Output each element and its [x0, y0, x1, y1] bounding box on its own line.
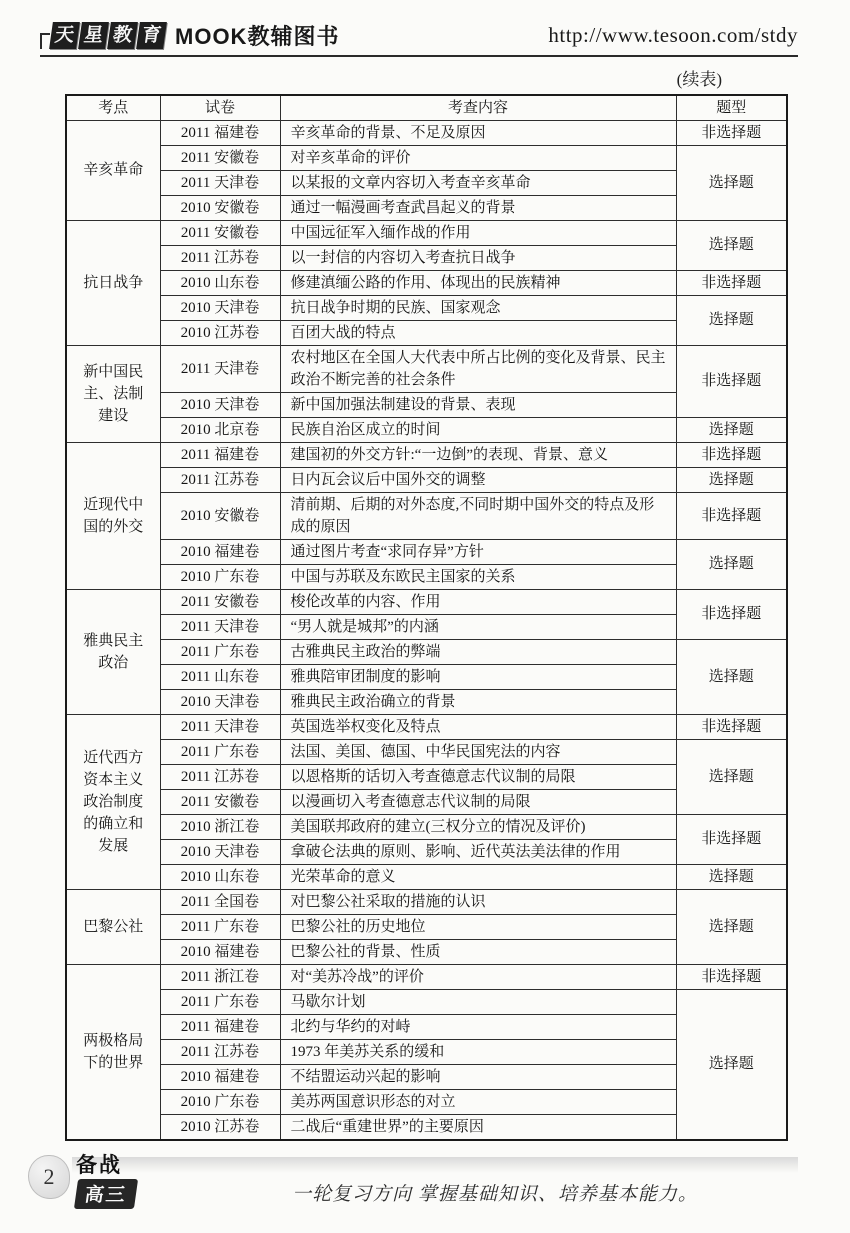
paper-cell: 2010 天津卷 — [160, 392, 280, 417]
question-type-cell: 非选择题 — [676, 345, 787, 417]
content-cell: 通过一幅漫画考查武昌起义的背景 — [280, 195, 676, 220]
topic-cell: 抗日战争 — [66, 220, 160, 345]
content-cell: 修建滇缅公路的作用、体现出的民族精神 — [280, 270, 676, 295]
table-row — [66, 989, 787, 1014]
table-row — [66, 889, 787, 914]
table-row — [66, 270, 787, 295]
paper-cell: 2010 天津卷 — [160, 839, 280, 864]
content-cell: 1973 年美苏关系的缓和 — [280, 1039, 676, 1064]
question-type-cell: 选择题 — [676, 220, 787, 270]
paper-cell: 2011 天津卷 — [160, 714, 280, 739]
content-cell: 建国初的外交方针:“一边倒”的表现、背景、意义 — [280, 442, 676, 467]
paper-cell: 2010 江苏卷 — [160, 1114, 280, 1140]
paper-cell: 2010 天津卷 — [160, 295, 280, 320]
content-cell: 法国、美国、德国、中华民国宪法的内容 — [280, 739, 676, 764]
content-cell: 拿破仑法典的原则、影响、近代英法美法律的作用 — [280, 839, 676, 864]
content-cell: 梭伦改革的内容、作用 — [280, 589, 676, 614]
footer-gradient-strip — [72, 1157, 798, 1173]
header-row — [66, 95, 787, 120]
content-cell: 新中国加强法制建设的背景、表现 — [280, 392, 676, 417]
table-wrap — [65, 94, 850, 1141]
table-row — [66, 814, 787, 839]
paper-cell: 2011 广东卷 — [160, 639, 280, 664]
question-type-cell: 非选择题 — [676, 270, 787, 295]
question-type-cell: 非选择题 — [676, 714, 787, 739]
question-type-cell: 选择题 — [676, 639, 787, 714]
logo-character-tile: 教 — [107, 22, 138, 49]
table-row — [66, 589, 787, 614]
content-cell: 中国远征军入缅作战的作用 — [280, 220, 676, 245]
content-cell: 巴黎公社的历史地位 — [280, 914, 676, 939]
table-row — [66, 442, 787, 467]
paper-cell: 2010 安徽卷 — [160, 492, 280, 539]
paper-cell: 2010 天津卷 — [160, 689, 280, 714]
paper-cell: 2011 广东卷 — [160, 739, 280, 764]
column-header: 考点 — [66, 95, 160, 120]
question-type-cell: 非选择题 — [676, 814, 787, 864]
topic-cell: 近代西方资本主义政治制度的确立和发展 — [66, 714, 160, 889]
content-cell: 对“美苏冷战”的评价 — [280, 964, 676, 989]
footer-slogan: 一轮复习方向 掌握基础知识、培养基本能力。 — [292, 1183, 698, 1205]
question-type-cell: 选择题 — [676, 295, 787, 345]
paper-cell: 2010 江苏卷 — [160, 320, 280, 345]
table-row — [66, 714, 787, 739]
table-row — [66, 467, 787, 492]
table-row — [66, 492, 787, 539]
paper-cell: 2011 广东卷 — [160, 914, 280, 939]
paper-cell: 2011 全国卷 — [160, 889, 280, 914]
paper-cell: 2011 安徽卷 — [160, 145, 280, 170]
column-header: 试卷 — [160, 95, 280, 120]
paper-cell: 2010 安徽卷 — [160, 195, 280, 220]
content-cell: 民族自治区成立的时间 — [280, 417, 676, 442]
paper-cell: 2010 福建卷 — [160, 539, 280, 564]
paper-cell: 2010 广东卷 — [160, 1089, 280, 1114]
table-row — [66, 345, 787, 392]
badge-bottom-text: 高三 — [74, 1179, 138, 1209]
paper-cell: 2011 江苏卷 — [160, 245, 280, 270]
content-cell: 古雅典民主政治的弊端 — [280, 639, 676, 664]
badge-top-text: 备战 — [76, 1153, 122, 1177]
content-cell: 以恩格斯的话切入考查德意志代议制的局限 — [280, 764, 676, 789]
tianxing-education-logo — [51, 22, 165, 49]
question-type-cell: 非选择题 — [676, 589, 787, 639]
table-row — [66, 120, 787, 145]
content-cell: 不结盟运动兴起的影响 — [280, 1064, 676, 1089]
paper-cell: 2011 安徽卷 — [160, 589, 280, 614]
content-cell: 对巴黎公社采取的措施的认识 — [280, 889, 676, 914]
content-cell: 日内瓦会议后中国外交的调整 — [280, 467, 676, 492]
paper-cell: 2011 广东卷 — [160, 989, 280, 1014]
question-type-cell: 非选择题 — [676, 964, 787, 989]
paper-cell: 2011 天津卷 — [160, 345, 280, 392]
topic-cell: 近现代中国的外交 — [66, 442, 160, 589]
topic-cell: 辛亥革命 — [66, 120, 160, 220]
content-cell: 以某报的文章内容切入考查辛亥革命 — [280, 170, 676, 195]
content-cell: 马歇尔计划 — [280, 989, 676, 1014]
content-cell: 清前期、后期的对外态度,不同时期中国外交的特点及形成的原因 — [280, 492, 676, 539]
paper-cell: 2011 天津卷 — [160, 614, 280, 639]
content-cell: 百团大战的特点 — [280, 320, 676, 345]
paper-cell: 2011 福建卷 — [160, 120, 280, 145]
brand-text: MOOK教辅图书 — [175, 24, 340, 49]
question-type-cell: 非选择题 — [676, 492, 787, 539]
paper-cell: 2010 福建卷 — [160, 939, 280, 964]
footer-badge — [76, 1149, 146, 1209]
paper-cell: 2011 山东卷 — [160, 664, 280, 689]
paper-cell: 2010 山东卷 — [160, 270, 280, 295]
question-type-cell: 选择题 — [676, 989, 787, 1140]
content-cell: 美苏两国意识形态的对立 — [280, 1089, 676, 1114]
content-cell: “男人就是城邦”的内涵 — [280, 614, 676, 639]
topic-cell: 雅典民主政治 — [66, 589, 160, 714]
page-header — [40, 20, 798, 57]
content-cell: 以一封信的内容切入考查抗日战争 — [280, 245, 676, 270]
page-number-bubble: 2 — [28, 1155, 70, 1199]
paper-cell: 2011 江苏卷 — [160, 1039, 280, 1064]
content-cell: 北约与华约的对峙 — [280, 1014, 676, 1039]
table-row — [66, 220, 787, 245]
question-type-cell: 选择题 — [676, 539, 787, 589]
table-row — [66, 739, 787, 764]
paper-cell: 2011 江苏卷 — [160, 764, 280, 789]
paper-cell: 2010 广东卷 — [160, 564, 280, 589]
header-url: http://www.tesoon.com/stdy — [548, 23, 798, 47]
table-row — [66, 964, 787, 989]
table-head — [66, 95, 787, 120]
question-type-cell: 选择题 — [676, 145, 787, 220]
paper-cell: 2011 福建卷 — [160, 1014, 280, 1039]
content-cell: 美国联邦政府的建立(三权分立的情况及评价) — [280, 814, 676, 839]
table-row — [66, 864, 787, 889]
paper-cell: 2010 福建卷 — [160, 1064, 280, 1089]
content-cell: 以漫画切入考查德意志代议制的局限 — [280, 789, 676, 814]
content-cell: 巴黎公社的背景、性质 — [280, 939, 676, 964]
table-row — [66, 639, 787, 664]
content-cell: 农村地区在全国人大代表中所占比例的变化及背景、民主政治不断完善的社会条件 — [280, 345, 676, 392]
paper-cell: 2011 浙江卷 — [160, 964, 280, 989]
content-cell: 辛亥革命的背景、不足及原因 — [280, 120, 676, 145]
content-cell: 对辛亥革命的评价 — [280, 145, 676, 170]
question-type-cell: 选择题 — [676, 467, 787, 492]
paper-cell: 2010 浙江卷 — [160, 814, 280, 839]
paper-cell: 2011 天津卷 — [160, 170, 280, 195]
topic-cell: 两极格局下的世界 — [66, 964, 160, 1140]
column-header: 考查内容 — [280, 95, 676, 120]
topic-cell: 新中国民主、法制建设 — [66, 345, 160, 442]
content-cell: 中国与苏联及东欧民主国家的关系 — [280, 564, 676, 589]
question-type-cell: 选择题 — [676, 739, 787, 814]
paper-cell: 2011 福建卷 — [160, 442, 280, 467]
question-type-cell: 非选择题 — [676, 120, 787, 145]
table-body — [66, 120, 787, 1140]
paper-cell: 2010 北京卷 — [160, 417, 280, 442]
content-cell: 光荣革命的意义 — [280, 864, 676, 889]
table-row — [66, 539, 787, 564]
table-row — [66, 295, 787, 320]
topic-cell: 巴黎公社 — [66, 889, 160, 964]
content-cell: 二战后“重建世界”的主要原因 — [280, 1114, 676, 1140]
question-type-cell: 非选择题 — [676, 442, 787, 467]
page-footer — [0, 1149, 850, 1225]
question-type-cell: 选择题 — [676, 889, 787, 964]
paper-cell: 2010 山东卷 — [160, 864, 280, 889]
content-cell: 通过图片考查“求同存异”方针 — [280, 539, 676, 564]
logo-character-tile: 天 — [49, 22, 80, 49]
table-row — [66, 145, 787, 170]
content-cell: 英国选举权变化及特点 — [280, 714, 676, 739]
continued-table-label: (续表) — [676, 70, 722, 89]
question-type-cell: 选择题 — [676, 417, 787, 442]
logo-character-tile: 育 — [136, 22, 167, 49]
content-cell: 雅典民主政治确立的背景 — [280, 689, 676, 714]
content-cell: 抗日战争时期的民族、国家观念 — [280, 295, 676, 320]
content-cell: 雅典陪审团制度的影响 — [280, 664, 676, 689]
table-row — [66, 417, 787, 442]
paper-cell: 2011 安徽卷 — [160, 789, 280, 814]
question-type-cell: 选择题 — [676, 864, 787, 889]
exam-topics-table — [65, 94, 788, 1141]
column-header: 题型 — [676, 95, 787, 120]
logo-character-tile: 星 — [78, 22, 109, 49]
paper-cell: 2011 江苏卷 — [160, 467, 280, 492]
paper-cell: 2011 安徽卷 — [160, 220, 280, 245]
